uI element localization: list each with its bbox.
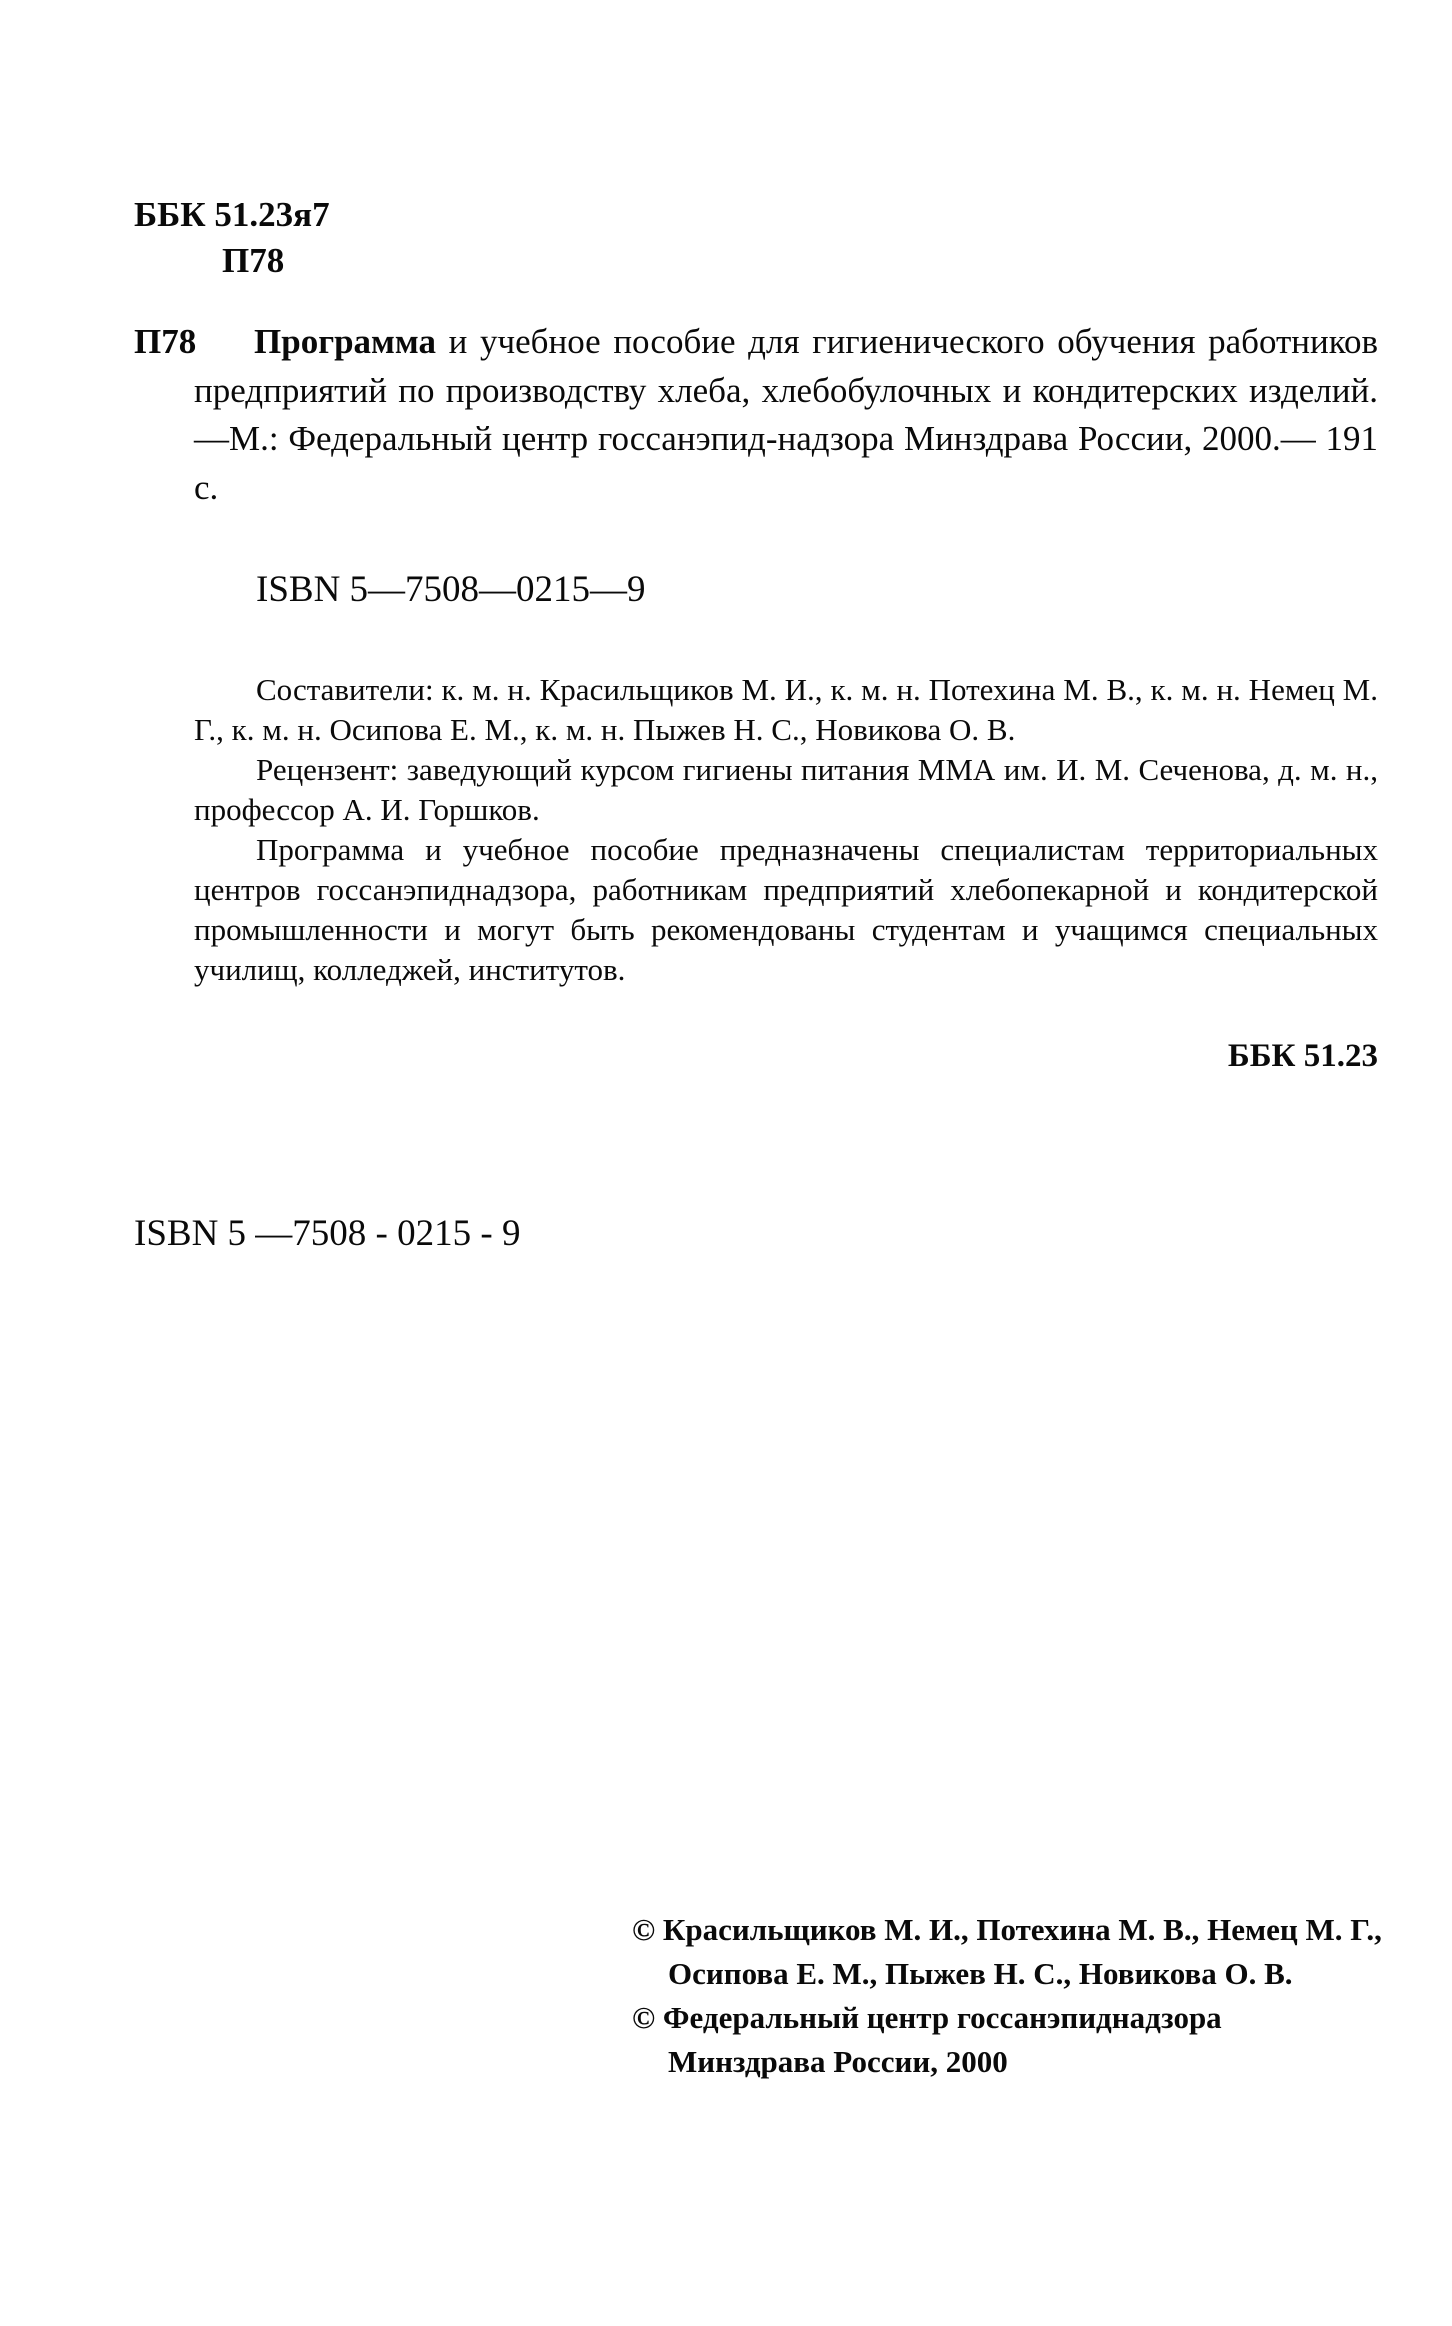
copyright-publisher-line1: © Федеральный центр госсанэпиднадзора [632, 2000, 1222, 2035]
copyright-block [632, 1908, 1432, 2084]
isbn-bottom: ISBN 5 —7508 - 0215 - 9 [134, 1213, 521, 1254]
compilers-paragraph: Составители: к. м. н. Красильщиков М. И., к. м. н. Потехина М. В., к. м. н. Немец М. Г., к. м. н. Осипова Е. М., к. м. н. Пыжев Н. С., Новикова О. В. [194, 672, 1378, 747]
author-mark: П78 [222, 241, 285, 280]
copyright-publisher-line2: Минздрава России, 2000 [668, 2044, 1008, 2079]
entry-title: Программа [254, 322, 436, 361]
bibliographic-entry [194, 318, 1378, 512]
annotation-paragraph: Программа и учебное пособие предназначены специалистам территориальных центров госсанэпиднадзора, работникам предприятий хлебопекарной и кондитерской промышленности и могут быть рекомендованы студентам и учащимся специальных училищ, колледжей, институтов. [194, 832, 1378, 987]
isbn-entry: ISBN 5—7508—0215—9 [256, 569, 646, 610]
bbk-code: ББК 51.23я7 [134, 195, 330, 234]
bbk-index-top [134, 192, 330, 284]
entry-description: и учебное пособие для гигиенического обучения работников предприятий по производству хлеба, хлебобулочных и кондитерских изделий.—М.: Федеральный центр госсанэпид-надзора Минздрава России, 2000.— 191 с. [194, 322, 1378, 507]
copyright-authors-line2: Осипова Е. М., Пыжев Н. С., Новикова О. В. [668, 1956, 1293, 1991]
copyright-authors-line1: © Красильщиков М. И., Потехина М. В., Немец М. Г., [632, 1912, 1382, 1947]
bbk-index-right: ББК 51.23 [1227, 1038, 1378, 1074]
reviewer-paragraph: Рецензент: заведующий курсом гигиены питания ММА им. И. М. Сеченова, д. м. н., профессор А. И. Горшков. [194, 752, 1378, 827]
credits-block [194, 670, 1378, 990]
entry-author-mark: П78 [134, 322, 197, 361]
